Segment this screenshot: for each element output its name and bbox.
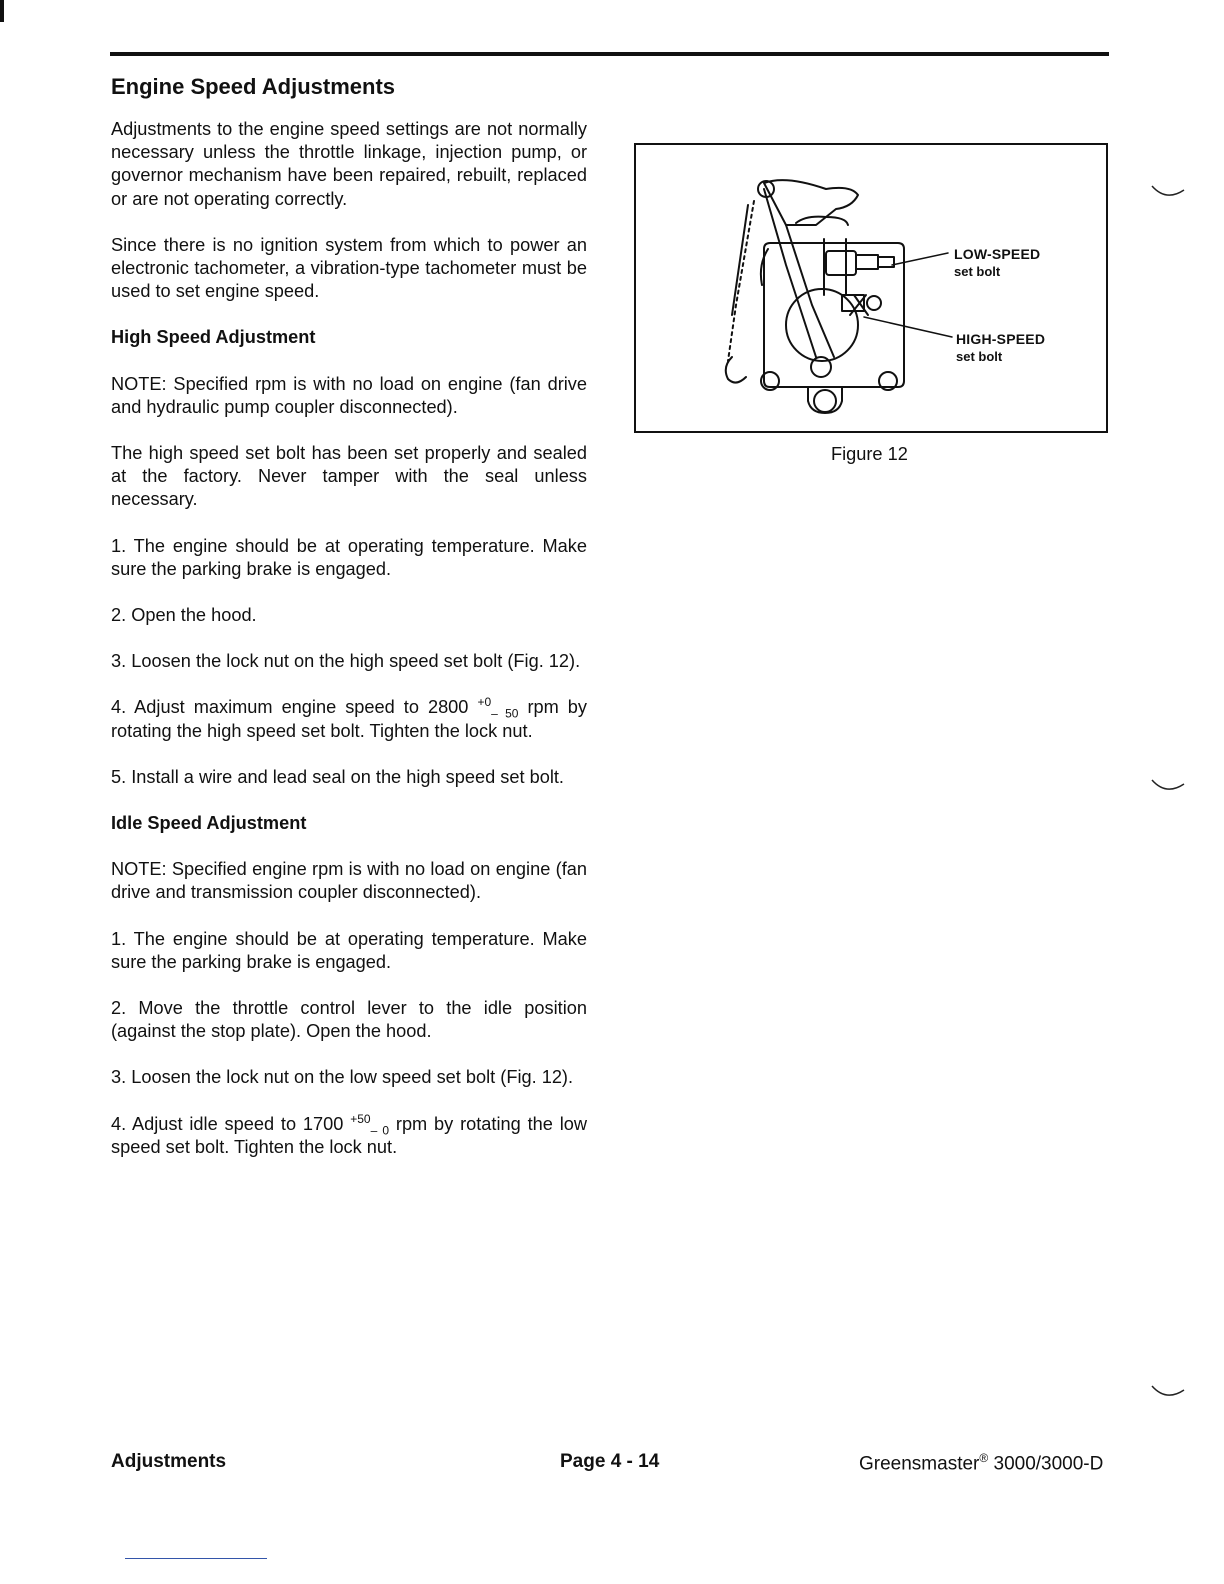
page-edge-mark bbox=[0, 0, 4, 22]
idle-speed-step-1: 1. The engine should be at operating temperature. Make sure the parking brake is engaged. bbox=[111, 928, 587, 972]
high-speed-note: NOTE: Specified rpm is with no load on engine (fan drive and hydraulic pump coupler disconnected). bbox=[111, 373, 587, 417]
idle-speed-step-2: 2. Move the throttle control lever to the idle position (against the stop plate). Open the hood. bbox=[111, 998, 587, 1042]
page-title: Engine Speed Adjustments bbox=[111, 74, 396, 99]
low-speed-sublabel: set bolt bbox=[954, 264, 1001, 279]
footer-product bbox=[859, 1451, 1103, 1475]
high-speed-label: HIGH-SPEED bbox=[956, 331, 1046, 347]
low-speed-callout bbox=[954, 246, 1040, 280]
high-speed-step-4-text-b: rpm by rotating the high speed set bolt. Tighten the lock nut. bbox=[111, 697, 588, 741]
footer-brand: Greensmaster bbox=[859, 1453, 980, 1475]
idle-speed-heading: Idle Speed Adjustment bbox=[111, 813, 307, 834]
figure-caption: Figure 12 bbox=[831, 444, 908, 464]
intro-paragraph-2: Since there is no ignition system from which to power an electronic tachometer, a vibration-type tachometer must be used to set engine speed. bbox=[111, 234, 587, 302]
binding-hole-mark-1 bbox=[1150, 180, 1190, 204]
idle-speed-tolerance-plus: +50 bbox=[350, 1111, 371, 1126]
idle-speed-step-4-text-b: rpm by rotating the low speed set bolt. Tighten the lock nut. bbox=[111, 1113, 587, 1157]
intro-paragraph-1: Adjustments to the engine speed settings are not normally necessary unless the throttle linkage, injection pump, or governor mechanism have been repaired, rebuilt, replaced or are not operating correctly. bbox=[111, 119, 587, 209]
footer-registered-mark: ® bbox=[979, 1451, 989, 1465]
high-speed-tolerance-minus: – 50 bbox=[491, 707, 519, 722]
footer-page-number: Page 4 - 14 bbox=[560, 1451, 660, 1472]
high-speed-heading: High Speed Adjustment bbox=[111, 327, 316, 348]
high-speed-sublabel: set bolt bbox=[956, 349, 1003, 364]
high-speed-step-4-text-a: 4. Adjust maximum engine speed to 2800 bbox=[111, 697, 478, 718]
binding-hole-mark-3 bbox=[1150, 1380, 1190, 1404]
high-speed-step-5: 5. Install a wire and lead seal on the high speed set bolt. bbox=[111, 766, 564, 787]
footer-model: 3000/3000-D bbox=[988, 1453, 1104, 1475]
high-speed-callout bbox=[956, 331, 1045, 365]
throttle-linkage-diagram bbox=[636, 145, 1106, 431]
scan-edge-line bbox=[125, 1558, 267, 1559]
idle-speed-step-4 bbox=[111, 1113, 587, 1159]
high-speed-tolerance-plus: +0 bbox=[477, 695, 492, 710]
high-speed-step-2: 2. Open the hood. bbox=[111, 605, 257, 626]
low-speed-label: LOW-SPEED bbox=[954, 246, 1041, 262]
idle-speed-note: NOTE: Specified engine rpm is with no load on engine (fan drive and transmission coupler disconnected). bbox=[111, 859, 587, 903]
binding-hole-mark-2 bbox=[1150, 774, 1190, 798]
high-speed-paragraph: The high speed set bolt has been set properly and sealed at the factory. Never tamper with the seal unless necessary. bbox=[111, 443, 587, 510]
idle-speed-step-3: 3. Loosen the lock nut on the low speed set bolt (Fig. 12). bbox=[111, 1067, 574, 1088]
high-speed-step-4 bbox=[111, 696, 587, 742]
idle-speed-step-4-text-a: 4. Adjust idle speed to 1700 bbox=[111, 1113, 351, 1134]
idle-speed-tolerance-minus: – 0 bbox=[370, 1123, 390, 1138]
high-speed-step-1: 1. The engine should be at operating temperature. Make sure the parking brake is engaged. bbox=[111, 535, 587, 579]
main-text-column bbox=[111, 118, 587, 1182]
high-speed-step-3: 3. Loosen the lock nut on the high speed set bolt (Fig. 12). bbox=[111, 651, 581, 672]
footer-section: Adjustments bbox=[111, 1451, 227, 1472]
figure-12-frame bbox=[634, 143, 1108, 433]
header-rule bbox=[110, 52, 1109, 56]
